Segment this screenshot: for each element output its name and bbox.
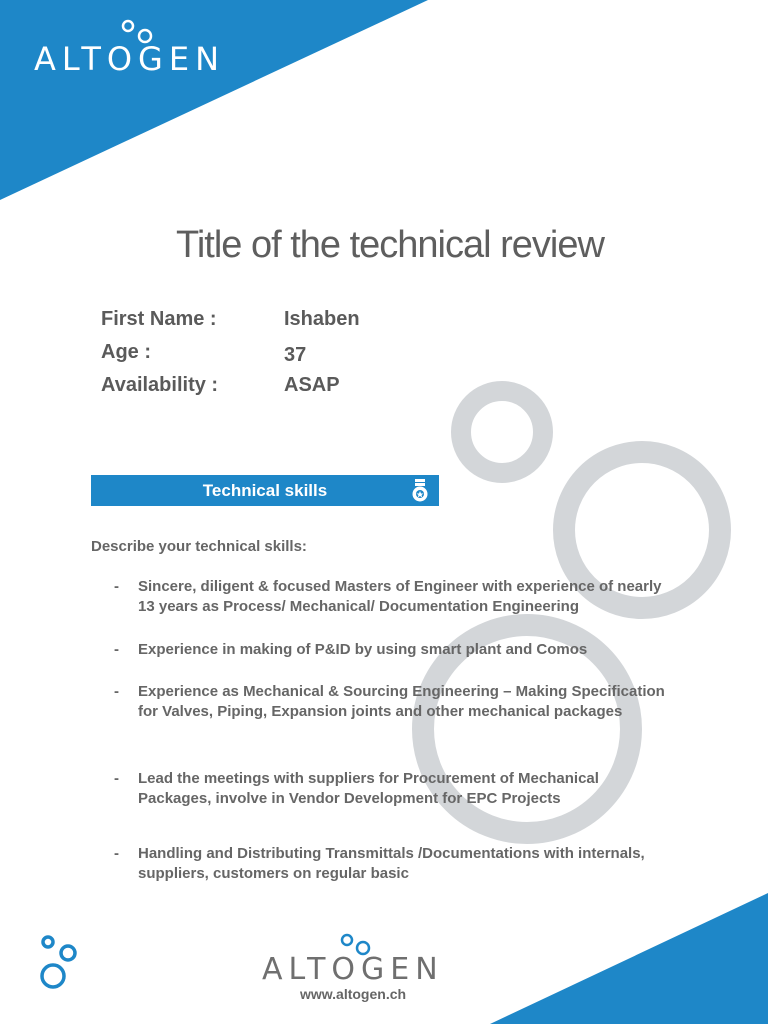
bullet-dash: - <box>114 578 119 595</box>
skill-item <box>114 640 674 660</box>
availability-value: ASAP <box>284 374 340 396</box>
skills-intro: Describe your technical skills: <box>91 538 307 555</box>
bullet-dash: - <box>114 683 119 700</box>
age-value: 37 <box>284 344 307 366</box>
skill-text: Sincere, diligent & focused Masters of Engineer with experience of nearly 13 years as Process/ Mechanical/ Documentation Engineering <box>138 578 662 615</box>
skill-text: Experience in making of P&ID by using smart plant and Comos <box>138 641 588 658</box>
skill-text: Lead the meetings with suppliers for Procurement of Mechanical Packages, involve in Vendor Development for EPC Projects <box>138 770 599 807</box>
skill-item <box>114 682 674 722</box>
bottom-right-blue-triangle <box>490 893 768 1024</box>
website-link[interactable]: www.altogen.ch <box>300 986 407 1002</box>
technical-skills-header <box>91 475 439 506</box>
skill-item <box>114 769 674 809</box>
skill-text: Handling and Distributing Transmittals /Documentations with internals, suppliers, customers on regular basic <box>138 845 645 882</box>
bullet-dash: - <box>114 641 119 658</box>
section-title: Technical skills <box>202 481 328 500</box>
altogen-logo-top: ALTOGEN <box>34 40 225 78</box>
altogen-logo-bottom: ALTOGEN <box>262 952 444 987</box>
small-grey-ring <box>461 391 543 473</box>
page-title: Title of the technical review <box>176 224 604 266</box>
first-name-value: Ishaben <box>284 308 360 330</box>
award-badge-icon <box>411 479 429 513</box>
skill-item <box>114 577 674 617</box>
skill-text: Experience as Mechanical & Sourcing Engineering – Making Specification for Valves, Piping, Expansion joints and other mechanical packages <box>138 683 665 720</box>
bullet-dash: - <box>114 845 119 862</box>
age-label: Age : <box>101 341 151 363</box>
first-name-label: First Name : <box>101 308 217 330</box>
availability-label: Availability : <box>101 374 219 396</box>
bullet-dash: - <box>114 770 119 787</box>
bubbles-icon <box>42 937 75 987</box>
top-left-blue-triangle <box>0 0 428 200</box>
skill-item <box>114 844 674 884</box>
